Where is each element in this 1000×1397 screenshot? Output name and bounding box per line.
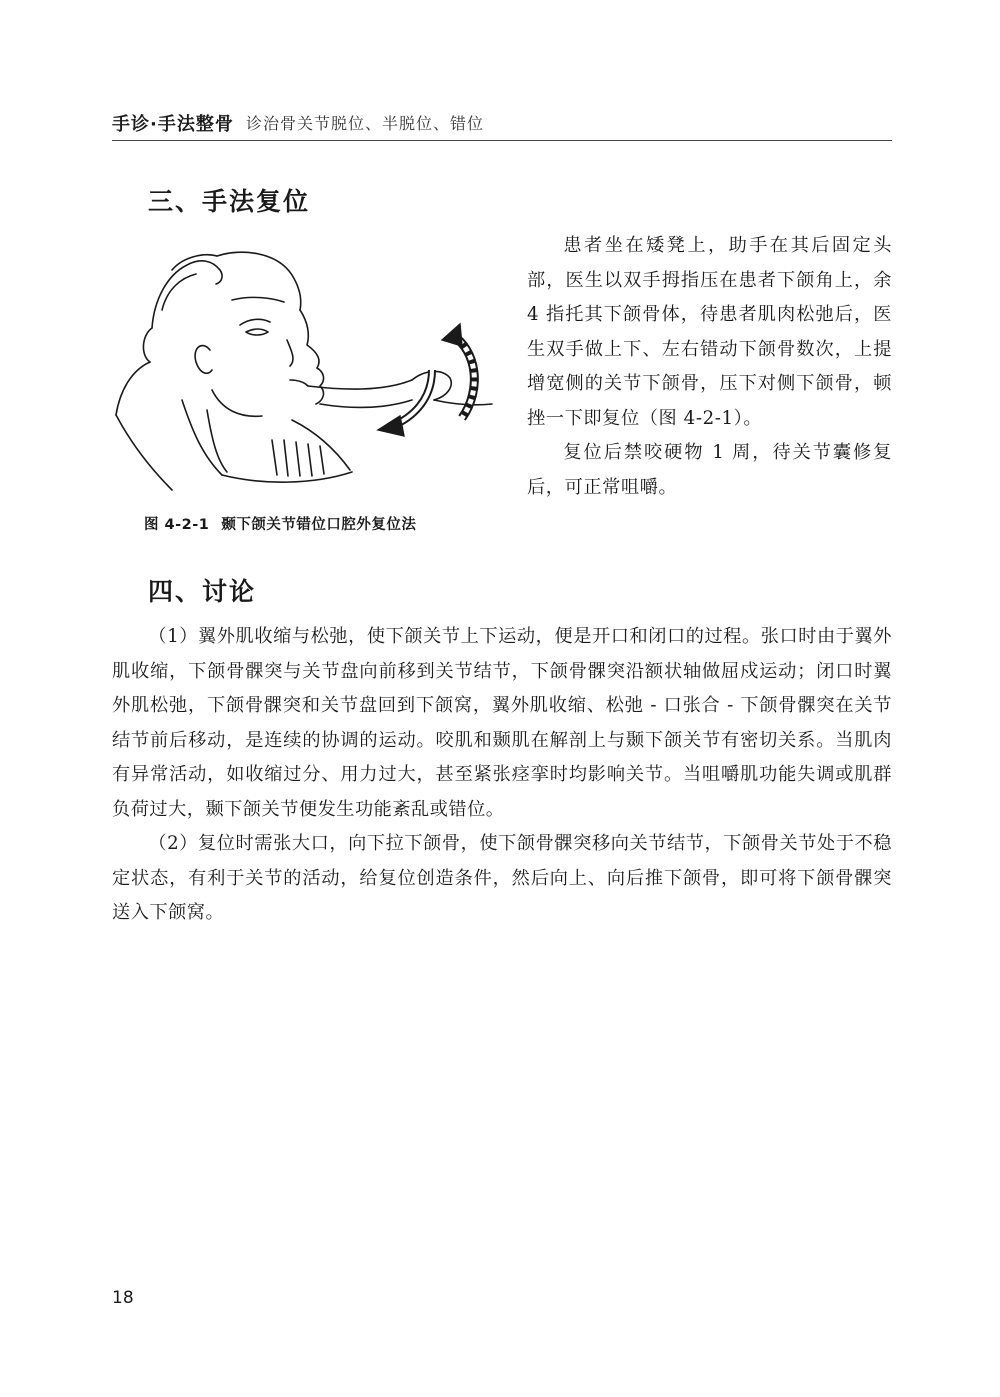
section-heading-reduction: 三、手法复位 — [148, 187, 311, 216]
figure-caption-text: 颞下颌关节错位口腔外复位法 — [221, 517, 417, 533]
reduction-text — [527, 229, 892, 505]
section-heading-discussion: 四、讨论 — [148, 577, 257, 606]
paragraph: 复位后禁咬硬物 1 周，待关节囊修复后，可正常咀嚼。 — [527, 442, 892, 498]
page-number: 18 — [112, 1288, 134, 1308]
discussion-text — [112, 620, 892, 931]
figure-jaw-reduction-illustration — [112, 240, 512, 498]
chapter-title: 诊治骨关节脱位、半脱位、错位 — [246, 114, 485, 133]
book-title: 手诊·手法整骨 — [112, 114, 234, 135]
paragraph: （1）翼外肌收缩与松弛，使下颌关节上下运动，便是开口和闭口的过程。张口时由于翼外肌收缩，下颌骨髁突与关节盘向前移到关节结节，下颌骨髁突沿额状轴做屈戍运动；闭口时翼外肌松弛，下颌骨髁突和关节盘回到下颌窝，翼外肌收缩、松弛 - 口张合 - 下颌骨髁突在关节结节前后移动，是连续的协调的运动。咬肌和颞肌在解剖上与颞下颌关节有密切关系。当肌肉有异常活动，如收缩过分、用力过大，甚至紧张痉挛时均影响关节。当咀嚼肌功能失调或肌群负荷过大，颞下颌关节便发生功能紊乱或错位。 — [112, 626, 892, 820]
figure-number: 图 4-2-1 — [144, 517, 210, 533]
figure-caption — [144, 513, 428, 534]
jaw-reduction-line-drawing — [112, 240, 512, 498]
paragraph: （2）复位时需张大口，向下拉下颌骨，使下颌骨髁突移向关节结节，下颌骨关节处于不稳定状态，有利于关节的活动，给复位创造条件，然后向上、向后推下颌骨，即可将下颌骨髁突送入下颌窝。 — [112, 833, 892, 923]
header-divider — [112, 140, 892, 141]
paragraph: 患者坐在矮凳上，助手在其后固定头部，医生以双手拇指压在患者下颌角上，余 4 指托其下颌骨体，待患者肌肉松弛后，医生双手做上下、左右错动下颌骨数次，上提增宽侧的关节下颌骨，压下对侧下颌骨，顿挫一下即复位（图 4-2-1）。 — [527, 235, 892, 429]
running-header — [112, 108, 892, 140]
